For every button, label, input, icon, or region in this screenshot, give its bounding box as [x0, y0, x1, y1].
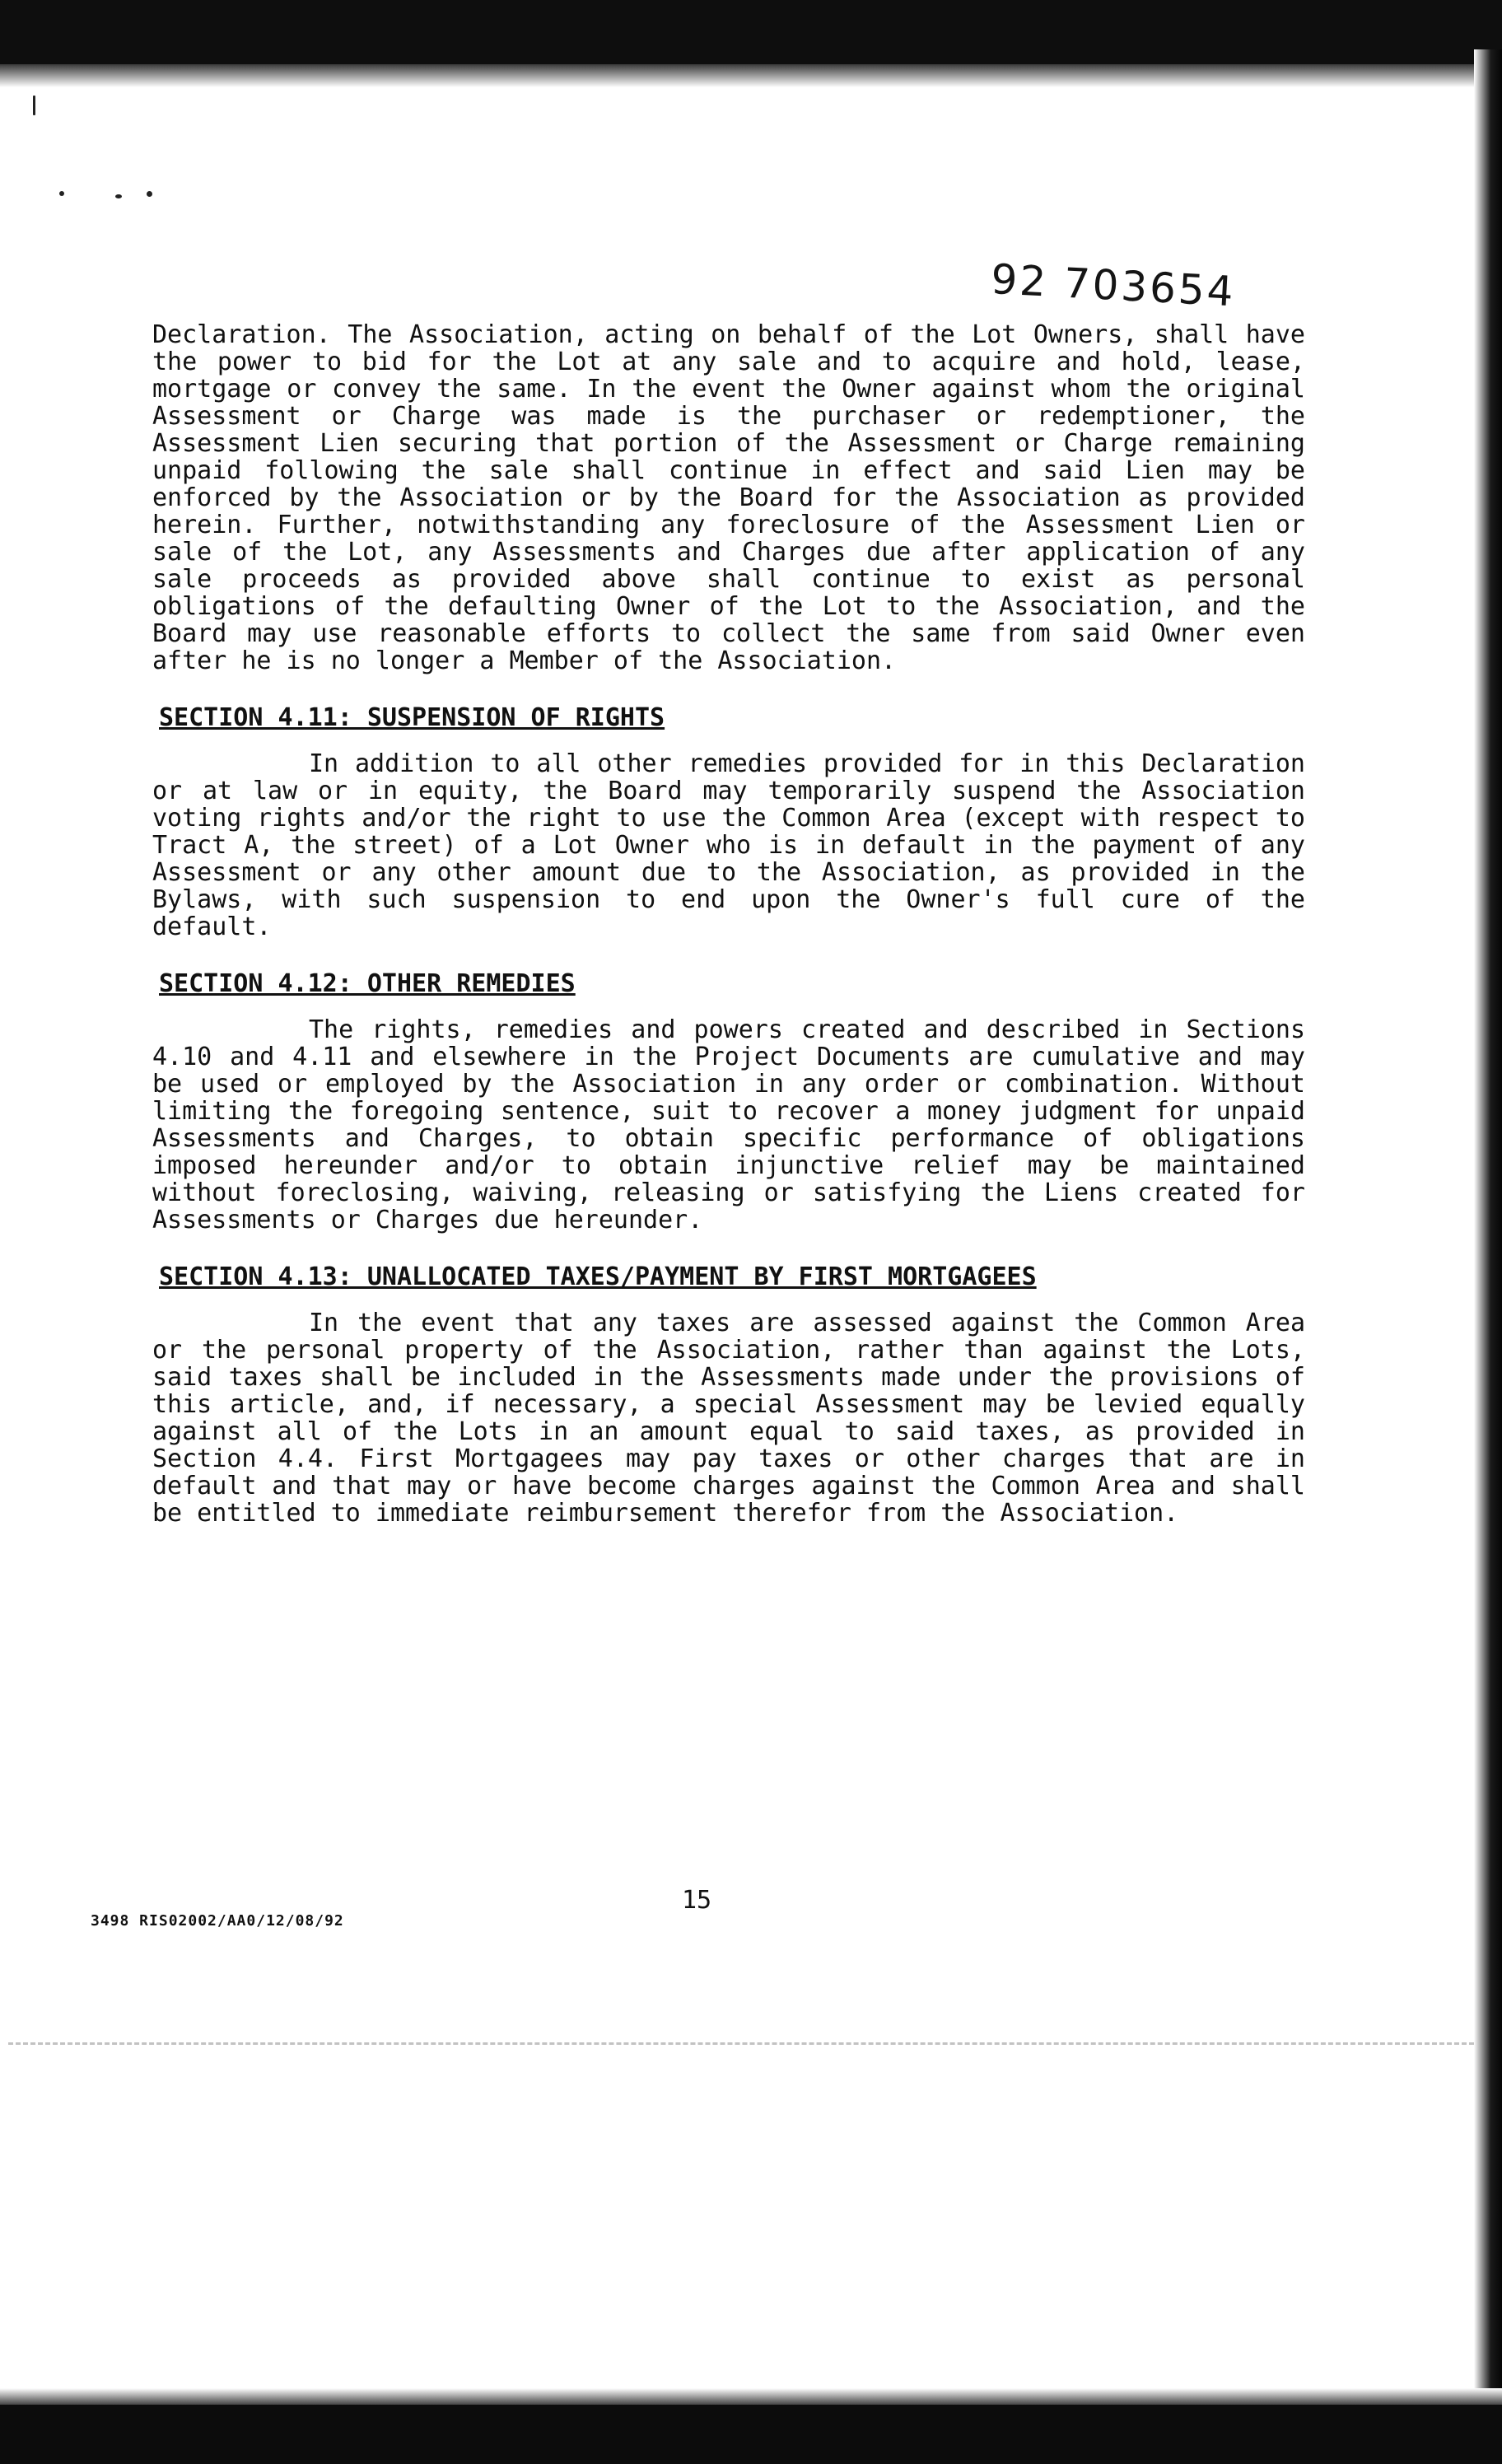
section-4-13-heading: SECTION 4.13: UNALLOCATED TAXES/PAYMENT BY FIRST MORTGAGEES: [159, 1262, 1037, 1291]
section-4-13-text: In the event that any taxes are assessed against the Common Area or the personal property of the Association, rather than against the Lots, said taxes shall be included in the Assessments made under the provisions of this article, and, if necessary, a special Assessment may be levied equally against all of the Lots in an amount equal to said taxes, as provided in Section 4.4. First Mortgagees may pay taxes or other charges that are in default and that may or have become charges against the Common Area and shall be entitled to immediate reimbursement therefor from the Association.: [152, 1309, 1305, 1528]
scan-speck: [59, 191, 64, 196]
scan-border-bottom: [0, 2405, 1502, 2464]
scan-shadow-bottom: [0, 2388, 1502, 2405]
document-body: [152, 321, 1305, 1527]
intro-paragraph: Declaration. The Association, acting on behalf of the Lot Owners, shall have the power to bid for the Lot at any sale and to acquire and hold, lease, mortgage or convey the same. In the event the Owner against whom the original Assessment or Charge was made is the purchaser or redemptioner, the Assessment Lien securing that portion of the Assessment or Charge remaining unpaid following the sale shall continue in effect and said Lien may be enforced by the Association or by the Board for the Association as provided herein. Further, notwithstanding any foreclosure of the Assessment Lien or sale of the Lot, any Assessments and Charges due after application of any sale proceeds as provided above shall continue to exist as personal obligations of the defaulting Owner of the Lot to the Association, and the Board may use reasonable efforts to collect the same from said Owner even after he is no longer a Member of the Association.: [152, 320, 1305, 675]
scan-shadow-top: [0, 64, 1502, 87]
section-4-12-heading: SECTION 4.12: OTHER REMEDIES: [159, 969, 576, 998]
section-4-12-text: The rights, remedies and powers created and described in Sections 4.10 and 4.11 and elsewhere in the Project Documents are cumulative and may be used or employed by the Association in any order or combination. Without limiting the foregoing sentence, suit to recover a money judgment for unpaid Assessments and Charges, to obtain specific performance of obligations imposed hereunder and/or to obtain injunctive relief may be maintained without foreclosing, waiving, releasing or satisfying the Liens created for Assessments or Charges due hereunder.: [152, 1015, 1305, 1234]
scan-speck: [115, 194, 122, 198]
scan-border-right: [1474, 49, 1502, 2464]
document-stamp-number: 92 703654: [989, 255, 1237, 316]
scan-border-top: [0, 0, 1502, 64]
section-4-11-heading: SECTION 4.11: SUSPENSION OF RIGHTS: [159, 703, 665, 732]
scan-speck: [33, 96, 35, 115]
scan-speck: [147, 191, 152, 197]
scan-fold-line: [8, 2042, 1474, 2045]
document-code: 3498 RIS02002/AA0/12/08/92: [91, 1912, 344, 1930]
section-4-11-text: In addition to all other remedies provided for in this Declaration or at law or in equity, the Board may temporarily suspend the Association voting rights and/or the right to use the Common Area (except with respect to Tract A, the street) of a Lot Owner who is in default in the payment of any Assessment or any other amount due to the Association, as provided in the Bylaws, with such suspension to end upon the Owner's full cure of the default.: [152, 749, 1305, 941]
page-number: 15: [682, 1886, 712, 1915]
